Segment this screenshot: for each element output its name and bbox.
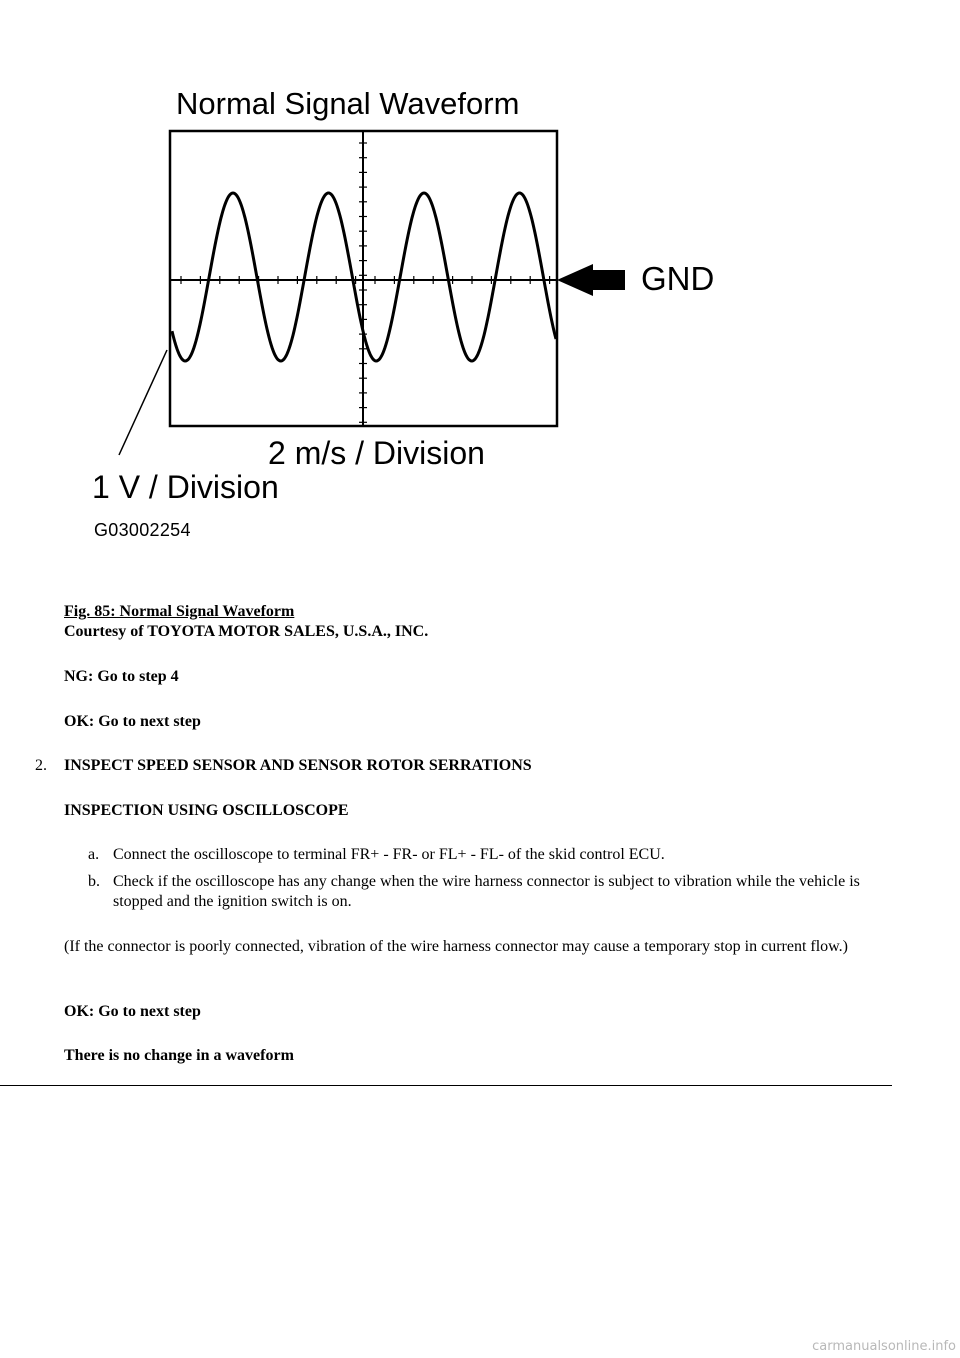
voltage-leader-line [119, 350, 167, 455]
result-ok: OK: Go to next step [64, 713, 201, 730]
gnd-arrow-icon [557, 264, 625, 296]
figure-caption: Fig. 85: Normal Signal Waveform [64, 603, 295, 620]
page-divider [0, 1085, 892, 1086]
substep-marker: b. [88, 873, 100, 890]
watermark: carmanualsonline.info [812, 1339, 956, 1354]
result-ok-2: OK: Go to next step [64, 1003, 201, 1020]
inspection-heading: INSPECTION USING OSCILLOSCOPE [64, 802, 349, 819]
figure-code: G03002254 [94, 520, 191, 540]
step-number: 2. [35, 757, 47, 774]
courtesy-line: Courtesy of TOYOTA MOTOR SALES, U.S.A., INC. [64, 623, 429, 640]
waveform-figure [0, 0, 960, 560]
connector-note: (If the connector is poorly connected, vibration of the wire harness connector may cause a temporary stop in current flow.) [64, 938, 849, 955]
substep-text: Check if the oscilloscope has any change when the wire harness connector is subject to vibration while the vehicle is stopped and the ignition switch is on. [113, 873, 860, 910]
voltage-division-label: 1 V / Division [92, 469, 279, 505]
substep-text: Connect the oscilloscope to terminal FR+ - FR- or FL+ - FL- of the skid control ECU. [113, 846, 665, 863]
figure-title: Normal Signal Waveform [176, 86, 520, 121]
time-division-label: 2 m/s / Division [268, 435, 485, 471]
no-change-text: There is no change in a waveform [64, 1047, 294, 1064]
substep-marker: a. [88, 846, 100, 863]
result-ng: NG: Go to step 4 [64, 668, 179, 685]
step-title: INSPECT SPEED SENSOR AND SENSOR ROTOR SERRATIONS [64, 757, 532, 774]
gnd-label: GND [641, 260, 715, 297]
